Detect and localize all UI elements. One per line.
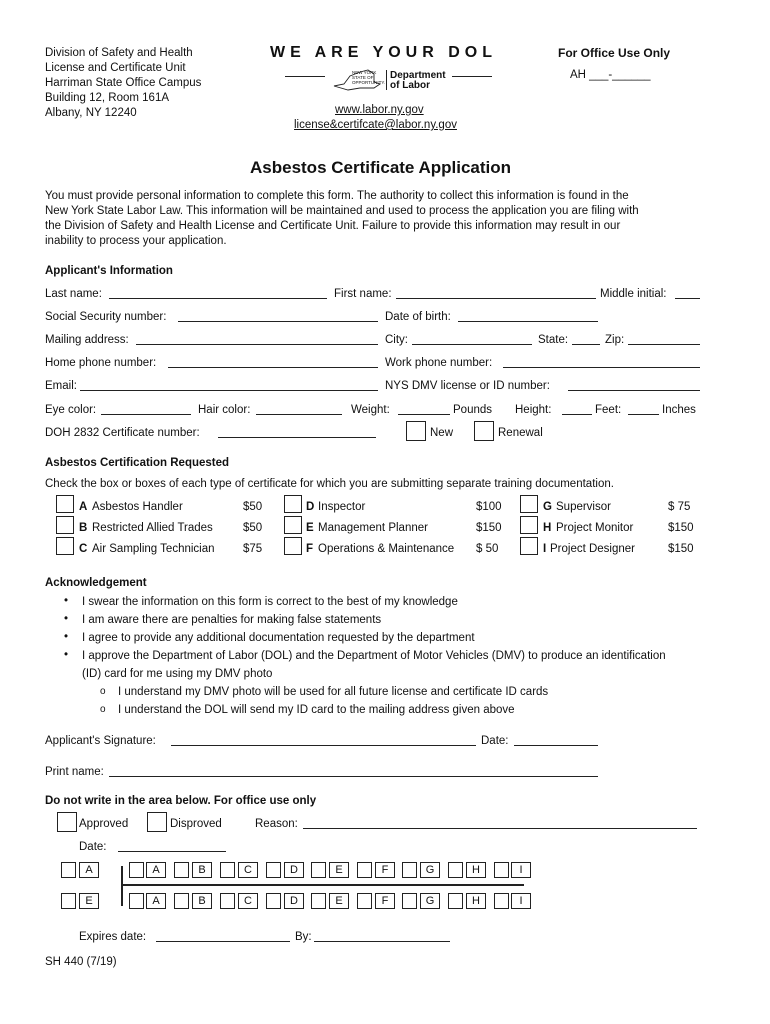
grid-bracket-vertical xyxy=(121,866,123,906)
disproved-label: Disproved xyxy=(170,818,222,830)
r2-c-label: C xyxy=(238,893,258,909)
r2-c-checkbox[interactable] xyxy=(220,893,235,909)
cert-instruction: Check the box or boxes of each type of certificate for which you are submitting separate training documentation. xyxy=(45,478,614,490)
first-name-label: First name: xyxy=(334,288,392,300)
eye-field[interactable] xyxy=(101,414,191,415)
approved-checkbox[interactable] xyxy=(57,812,77,832)
signature-field[interactable] xyxy=(171,745,476,746)
cert-c-name: Air Sampling Technician xyxy=(92,543,215,555)
r1-c-label: C xyxy=(238,862,258,878)
ack-bullet-4: I approve the Department of Labor (DOL) and the Department of Motor Vehicles (DMV) to produce an identification xyxy=(82,650,666,662)
r2-a-checkbox[interactable] xyxy=(129,893,144,909)
r2-e-label: E xyxy=(329,893,349,909)
city-label: City: xyxy=(385,334,408,346)
ack-bullet-4-cont: (ID) card for me using my DMV photo xyxy=(82,668,273,680)
r2-f-label: F xyxy=(375,893,395,909)
office-date-field[interactable] xyxy=(118,851,226,852)
cert-e-name: Management Planner xyxy=(318,522,428,534)
cert-heading: Asbestos Certification Requested xyxy=(45,457,230,469)
cert-i-checkbox[interactable] xyxy=(520,537,538,555)
cert-g-checkbox[interactable] xyxy=(520,495,538,513)
cert-g-letter: G xyxy=(543,501,552,513)
cert-d-price: $100 xyxy=(476,501,502,513)
website-link[interactable]: www.labor.ny.gov xyxy=(335,104,424,116)
home-phone-label: Home phone number: xyxy=(45,357,157,369)
cert-e-price: $150 xyxy=(476,522,502,534)
office-use-code: AH ___-______ xyxy=(570,69,651,81)
doh-label: DOH 2832 Certificate number: xyxy=(45,427,200,439)
cert-b-price: $50 xyxy=(243,522,263,534)
cert-e-checkbox[interactable] xyxy=(284,516,302,534)
email-field[interactable] xyxy=(80,390,378,391)
r1-i-checkbox[interactable] xyxy=(494,862,509,878)
cert-d-name: Inspector xyxy=(318,501,366,513)
logo-rule-right xyxy=(452,76,492,77)
r2-h-checkbox[interactable] xyxy=(448,893,463,909)
reason-label: Reason: xyxy=(255,818,298,830)
bullet-1-marker: • xyxy=(64,595,69,607)
email-label: Email: xyxy=(45,380,77,392)
signature-label: Applicant's Signature: xyxy=(45,735,156,747)
cert-h-name: Project Monitor xyxy=(556,522,634,534)
pounds-label: Pounds xyxy=(453,404,493,416)
first-name-field[interactable] xyxy=(396,298,596,299)
r1-g-label: G xyxy=(420,862,440,878)
cert-a-name: Asbestos Handler xyxy=(92,501,183,513)
address-line-4: Building 12, Room 161A xyxy=(45,92,170,104)
office-date-label: Date: xyxy=(79,841,107,853)
middle-initial-label: Middle initial: xyxy=(600,288,667,300)
height-label: Height: xyxy=(515,404,552,416)
r1-h-label: H xyxy=(466,862,486,878)
r1-e-checkbox[interactable] xyxy=(311,862,326,878)
ack-heading: Acknowledgement xyxy=(45,577,147,589)
cert-c-price: $75 xyxy=(243,543,263,555)
renewal-checkbox[interactable] xyxy=(474,421,494,441)
r2-d-checkbox[interactable] xyxy=(266,893,281,909)
disproved-checkbox[interactable] xyxy=(147,812,167,832)
r2-b-checkbox[interactable] xyxy=(174,893,189,909)
cert-i-name: Project Designer xyxy=(550,543,636,555)
sub-bullet-1-marker: o xyxy=(100,686,106,697)
logo-state-text: NEW YORK STATE OF OPPORTUNITY. xyxy=(352,70,386,85)
slogan: WE ARE YOUR DOL xyxy=(270,44,498,61)
applicant-heading: Applicant's Information xyxy=(45,265,173,277)
ack-bullet-1: I swear the information on this form is correct to the best of my knowledge xyxy=(82,596,458,608)
zip-field[interactable] xyxy=(628,344,700,345)
r1-i-label: I xyxy=(511,862,531,878)
ack-sub-bullet-1: I understand my DMV photo will be used for all future license and certificate ID cards xyxy=(118,686,549,698)
grid-row1-checkbox[interactable] xyxy=(61,862,76,878)
office-heading: Do not write in the area below. For office use only xyxy=(45,795,317,807)
r1-b-checkbox[interactable] xyxy=(174,862,189,878)
r2-g-checkbox[interactable] xyxy=(402,893,417,909)
bullet-3-marker: • xyxy=(64,631,69,643)
sig-date-field[interactable] xyxy=(514,745,598,746)
grid-bracket-horizontal xyxy=(121,884,524,886)
cert-h-checkbox[interactable] xyxy=(520,516,538,534)
zip-label: Zip: xyxy=(605,334,625,346)
address-line-5: Albany, NY 12240 xyxy=(45,107,137,119)
height-feet-field[interactable] xyxy=(562,414,592,415)
logo-rule-left xyxy=(285,76,325,77)
dmv-label: NYS DMV license or ID number: xyxy=(385,380,550,392)
cert-b-name: Restricted Allied Trades xyxy=(92,522,213,534)
r1-h-checkbox[interactable] xyxy=(448,862,463,878)
r2-i-label: I xyxy=(511,893,531,909)
ssn-field[interactable] xyxy=(178,321,378,322)
intro-line-4: inability to process your application. xyxy=(45,235,227,247)
weight-label: Weight: xyxy=(351,404,390,416)
r2-b-label: B xyxy=(192,893,212,909)
grid-row1-label: A xyxy=(79,862,99,878)
sub-bullet-2-marker: o xyxy=(100,704,106,715)
logo-dept-line-1: Department xyxy=(390,70,446,81)
logo-divider xyxy=(386,70,387,90)
cert-i-letter: I xyxy=(543,543,547,555)
cert-i-price: $150 xyxy=(668,543,694,555)
cert-d-letter: D xyxy=(306,501,315,513)
grid-row2-label: E xyxy=(79,893,99,909)
hair-field[interactable] xyxy=(256,414,342,415)
r2-a-label: A xyxy=(146,893,166,909)
ack-bullet-2: I am aware there are penalties for making false statements xyxy=(82,614,382,626)
bullet-4-marker: • xyxy=(64,649,69,661)
cert-h-price: $150 xyxy=(668,522,694,534)
ssn-label: Social Security number: xyxy=(45,311,167,323)
r2-d-label: D xyxy=(284,893,304,909)
cert-g-price: $ 75 xyxy=(668,501,691,513)
cert-d-checkbox[interactable] xyxy=(284,495,302,513)
r2-f-checkbox[interactable] xyxy=(357,893,372,909)
home-phone-field[interactable] xyxy=(168,367,378,368)
cert-a-letter: A xyxy=(79,501,88,513)
by-field[interactable] xyxy=(314,941,450,942)
r1-a-checkbox[interactable] xyxy=(129,862,144,878)
cert-c-letter: C xyxy=(79,543,88,555)
r1-b-label: B xyxy=(192,862,212,878)
cert-c-checkbox[interactable] xyxy=(56,537,74,555)
address-line-2: License and Certificate Unit xyxy=(45,62,186,74)
grid-row2-checkbox[interactable] xyxy=(61,893,76,909)
intro-line-2: New York State Labor Law. This information will be maintained and used to process the application you are filing with xyxy=(45,205,639,217)
bullet-2-marker: • xyxy=(64,613,69,625)
print-name-label: Print name: xyxy=(45,766,104,778)
r1-d-checkbox[interactable] xyxy=(266,862,281,878)
r2-e-checkbox[interactable] xyxy=(311,893,326,909)
last-name-field[interactable] xyxy=(109,298,327,299)
intro-line-1: You must provide personal information to complete this form. The authority to collect this information is found in the xyxy=(45,190,629,202)
doh-field[interactable] xyxy=(218,437,376,438)
state-field[interactable] xyxy=(572,344,600,345)
logo-dept-line-2: of Labor xyxy=(390,80,430,91)
approved-label: Approved xyxy=(79,818,129,830)
address-line-3: Harriman State Office Campus xyxy=(45,77,202,89)
address-line-1: Division of Safety and Health xyxy=(45,47,193,59)
cert-b-letter: B xyxy=(79,522,88,534)
new-label: New xyxy=(430,427,454,439)
dob-field[interactable] xyxy=(458,321,598,322)
r1-f-checkbox[interactable] xyxy=(357,862,372,878)
cert-b-checkbox[interactable] xyxy=(56,516,74,534)
by-label: By: xyxy=(295,931,312,943)
cert-g-name: Supervisor xyxy=(556,501,611,513)
reason-field[interactable] xyxy=(303,828,697,829)
feet-label: Feet: xyxy=(595,404,622,416)
weight-field[interactable] xyxy=(398,414,450,415)
expires-label: Expires date: xyxy=(79,931,147,943)
inches-label: Inches xyxy=(662,404,696,416)
renewal-label: Renewal xyxy=(498,427,543,439)
cert-e-letter: E xyxy=(306,522,314,534)
cert-h-letter: H xyxy=(543,522,552,534)
r1-d-label: D xyxy=(284,862,304,878)
r1-c-checkbox[interactable] xyxy=(220,862,235,878)
middle-initial-field[interactable] xyxy=(675,298,700,299)
expires-field[interactable] xyxy=(156,941,290,942)
city-field[interactable] xyxy=(412,344,532,345)
last-name-label: Last name: xyxy=(45,288,102,300)
form-id: SH 440 (7/19) xyxy=(45,956,117,968)
new-checkbox[interactable] xyxy=(406,421,426,441)
dob-label: Date of birth: xyxy=(385,311,451,323)
ack-sub-bullet-2: I understand the DOL will send my ID card to the mailing address given above xyxy=(118,704,515,716)
cert-f-price: $ 50 xyxy=(476,543,499,555)
cert-a-checkbox[interactable] xyxy=(56,495,74,513)
state-label: State: xyxy=(538,334,569,346)
r1-a-label: A xyxy=(146,862,166,878)
email-link[interactable]: license&certifcate@labor.ny.gov xyxy=(294,119,457,131)
intro-line-3: the Division of Safety and Health License and Certificate Unit. Failure to provide this information may result in our xyxy=(45,220,621,232)
work-phone-field[interactable] xyxy=(503,367,700,368)
sig-date-label: Date: xyxy=(481,735,509,747)
cert-f-checkbox[interactable] xyxy=(284,537,302,555)
mailing-field[interactable] xyxy=(136,344,378,345)
print-name-field[interactable] xyxy=(109,776,598,777)
cert-f-name: Operations & Maintenance xyxy=(318,543,455,555)
ack-bullet-3: I agree to provide any additional documentation requested by the department xyxy=(82,632,475,644)
r1-g-checkbox[interactable] xyxy=(402,862,417,878)
cert-f-letter: F xyxy=(306,543,314,555)
eye-label: Eye color: xyxy=(45,404,97,416)
r1-f-label: F xyxy=(375,862,395,878)
cert-a-price: $50 xyxy=(243,501,263,513)
height-inches-field[interactable] xyxy=(628,414,659,415)
dmv-field[interactable] xyxy=(568,390,700,391)
r1-e-label: E xyxy=(329,862,349,878)
hair-label: Hair color: xyxy=(198,404,251,416)
office-use-title: For Office Use Only xyxy=(558,46,671,60)
r2-h-label: H xyxy=(466,893,486,909)
mailing-label: Mailing address: xyxy=(45,334,129,346)
r2-g-label: G xyxy=(420,893,440,909)
page-title: Asbestos Certificate Application xyxy=(250,158,512,177)
work-phone-label: Work phone number: xyxy=(385,357,493,369)
r2-i-checkbox[interactable] xyxy=(494,893,509,909)
